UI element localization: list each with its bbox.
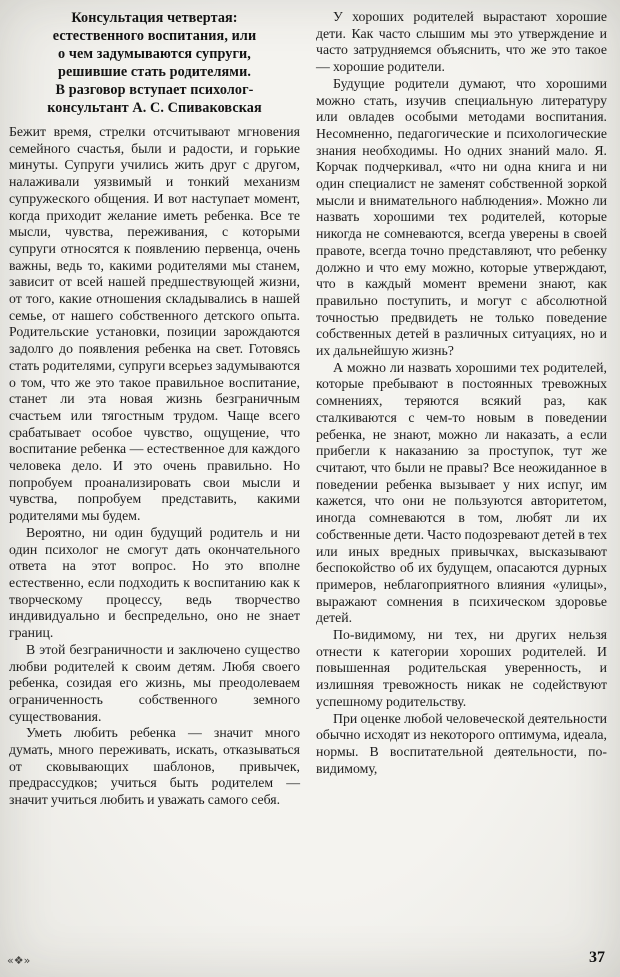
body-paragraph: Вероятно, ни один будущий родитель и ни один психолог не смогут дать окончательного ответа на этот вопрос. Но это вполне естественно, если подходить к воспитанию как к творческому процессу, ведь творчество индивидуально и беспредельно, оно не знает границ.	[9, 524, 300, 641]
heading-line: консультант А. С. Спиваковская	[47, 100, 262, 116]
body-paragraph: По-видимому, ни тех, ни других нельзя отнести к категории хороших родителей. И повышенная родительская уверенность, и излишняя тревожность никак не содействуют успешному родительству.	[316, 627, 607, 709]
printer-ornament-icon: «❖»	[7, 954, 31, 967]
body-paragraph: Бежит время, стрелки отсчитывают мгновения семейного счастья, были и радости, и горькие минуты. Супруги учились жить друг с другом, налаживали уязвимый и тонкий механизм супружеского общения. И вот наступает момент, когда приходит желание иметь ребенка. Все те мысли, чувства, переживания, с которыми супруги относятся к появлению первенца, очень важны, ведь то, какими родителями мы станем, зависит от всей нашей предшествующей жизни, от того, какие отношения складывались в нашей семье, от нашего собственного детского опыта. Родительские установки, позиции зарождаются задолго до появления ребенка на свет. Готовясь стать родителями, супруги всерьез задумываются о том, что же это такое правильное воспитание, станет ли эта новая жизнь безграничным счастьем или тягостным трудом. Чаще всего срабатывает особое чувство, ощущение, что воспитание ребенка — естественное для каждого человека дело. И это очень правильно. Но попробуем проанализировать свои мысли и чувства, попробуем представить, какими родителями мы будем.	[9, 124, 300, 524]
body-paragraph: У хороших родителей вырастают хорошие дети. Как часто слышим мы это утверждение и часто затрудняемся объяснить, что же это такое — хорошие родители.	[316, 9, 607, 75]
heading-line: о чем задумываются супруги,	[58, 46, 251, 62]
body-paragraph: Будущие родители думают, что хорошими можно стать, изучив специальную литературу или овладев особыми методами воспитания. Несомненно, педагогические и психологические знания необходимы. Но одних знаний мало. Я. Корчак подчеркивал, «что ни одна книга и ни один специалист не заменят собственной зоркой мысли и внимательного наблюдения». Можно ли назвать хорошими тех родителей, которые никогда не сомневаются, всегда уверены в своей правоте, всегда точно представляют, что ребенку должно и что ему можно, которые утверждают, что в каждый момент времени знают, как правильно поступить, и могут с абсолютной точностью предвидеть не только поведение собственных детей в различных ситуациях, но и их дальнейшую жизнь?	[316, 75, 607, 359]
chapter-heading	[9, 9, 300, 117]
heading-line: Консультация четвертая:	[71, 10, 238, 26]
body-paragraph: В этой безграничности и заключено существо любви родителей к своим детям. Любя своего ребенка, созидая его жизнь, мы преодолеваем ограниченность собственного земного существования.	[9, 641, 300, 724]
heading-line: естественного воспитания, или	[52, 28, 257, 44]
page-footer	[0, 949, 620, 967]
left-column	[9, 9, 300, 809]
heading-line: В разговор вступает психолог-	[55, 82, 254, 98]
body-paragraph: Уметь любить ребенка — значит много думать, много переживать, искать, отказываться от сковывающих шаблонов, привычек, предрассудков; учиться быть родителем — значит учиться любить и уважать самого себя.	[9, 725, 300, 808]
right-column	[316, 9, 607, 809]
body-paragraph: А можно ли назвать хорошими тех родителей, которые пребывают в постоянных тревожных сомнениях, теряются всякий раз, как сталкиваются с чем-то новым в поведении ребенка, не знают, можно ли наказать, а если прибегли к наказанию за проступок, тут же считают, что были не правы? Все неожиданное в поведении ребенка вызывает у них испуг, им кажется, что они не пользуются авторитетом, иногда сомневаются в том, любят ли их собственные дети. Часто подозревают детей в тех или иных вредных привычках, высказывают беспокойство об их будущем, опасаются дурных примеров, неблагоприятного влияния «улицы», выражают сомнения в психическом здоровье детей.	[316, 359, 607, 626]
heading-line: решившие стать родителями.	[58, 64, 251, 80]
page-number: 37	[589, 949, 605, 966]
body-paragraph: При оценке любой человеческой деятельности обычно исходят из некоторого оптимума, идеала, нормы. В воспитательной деятельности, по-видимому,	[316, 710, 607, 776]
